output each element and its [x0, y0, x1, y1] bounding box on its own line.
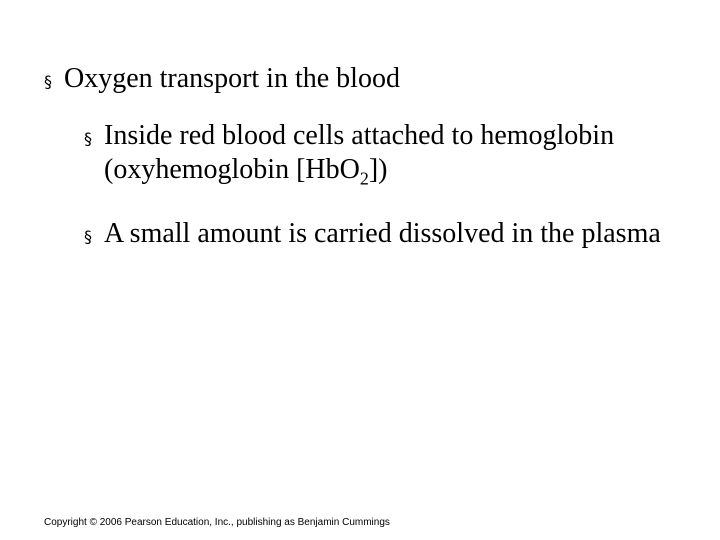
section-sign-icon: § [44, 72, 52, 91]
sub-bullet-plasma [84, 217, 684, 254]
sub-bullet-text: A small amount is carried dissolved in the plasma [104, 218, 661, 249]
sub-bullet-text [104, 119, 684, 187]
sub-bullet-hemoglobin [84, 119, 684, 187]
main-bullet [44, 62, 684, 99]
sub-bullet-text-main: Inside red blood cells attached to hemoglobin (oxyhemoglobin [HbO [104, 120, 615, 185]
sub-bullet-text-end: ]) [368, 154, 388, 185]
section-sign-icon: § [84, 227, 92, 246]
section-sign-icon: § [84, 129, 92, 148]
subscript-two: 2 [359, 168, 369, 189]
copyright-footer: Copyright © 2006 Pearson Education, Inc., publishing as Benjamin Cummings [44, 517, 390, 528]
main-bullet-text: Oxygen transport in the blood [64, 63, 400, 94]
